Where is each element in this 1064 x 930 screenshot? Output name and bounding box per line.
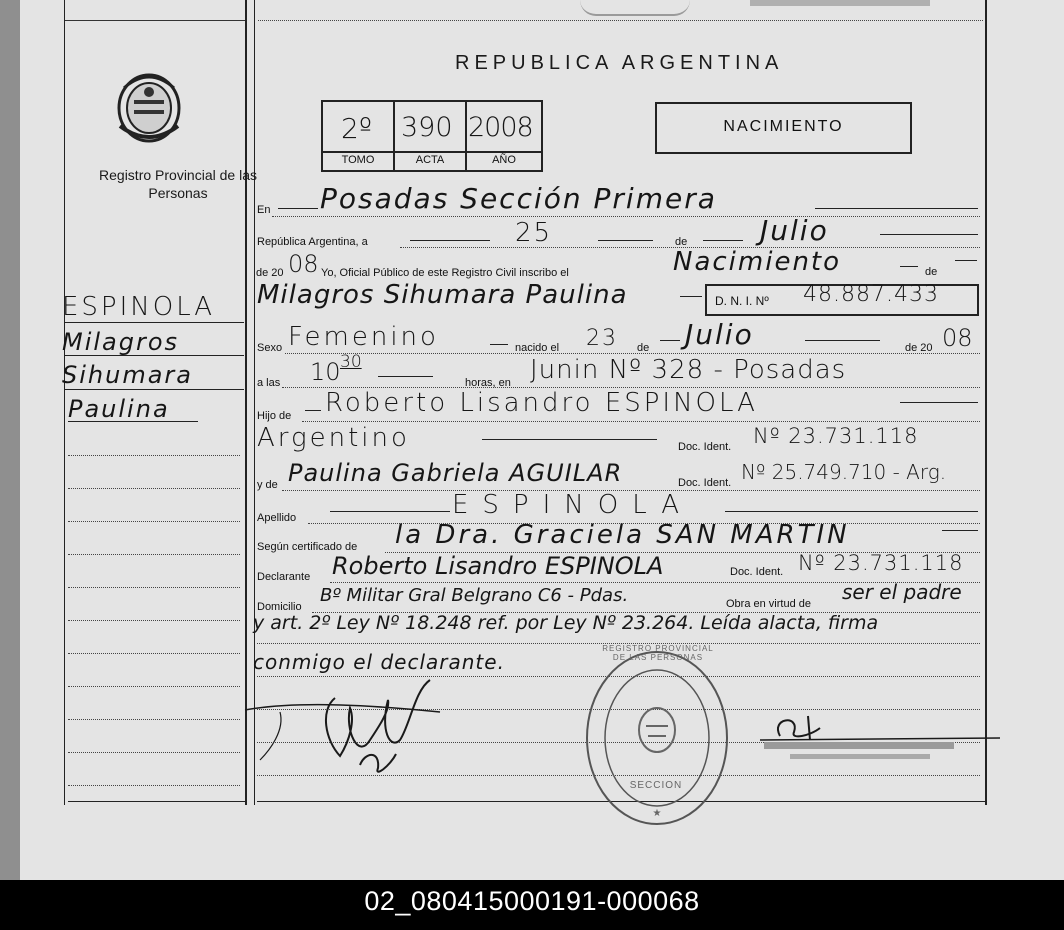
stamp-ring-text: REGISTRO PROVINCIAL DE LAS PERSONAS <box>602 644 714 662</box>
doc-label-2: Doc. Ident. <box>678 477 732 489</box>
father-nat-rule <box>482 439 657 440</box>
margin-dotline <box>68 488 240 489</box>
top-dotted-rule <box>258 20 983 21</box>
birth-month-rule-right <box>805 340 880 341</box>
place-value: Junin Nº 328 - Posadas <box>530 355 847 385</box>
month-rule-left <box>703 240 743 241</box>
top-rule-left <box>65 20 245 21</box>
row-dotline <box>272 216 980 217</box>
tomo-value: 2º <box>341 112 373 145</box>
yde-label: y de <box>257 479 278 491</box>
hijo-label: Hijo de <box>257 410 292 422</box>
birth-month-rule-left <box>660 340 680 341</box>
provincial-seal-icon <box>110 66 188 148</box>
margin-dotline <box>68 752 240 753</box>
apellido-label: Apellido <box>257 512 297 524</box>
declarante-label: Declarante <box>257 571 311 583</box>
margin-given-1: Milagros <box>62 328 180 356</box>
day-rule-left <box>410 240 490 241</box>
declarante-value: Roberto Lisandro ESPINOLA <box>332 552 664 580</box>
outer-left-border <box>64 0 65 805</box>
office-name: Registro Provincial de las Personas <box>99 167 257 201</box>
father-nationality: Argentino <box>257 423 410 453</box>
father-rule-end <box>900 402 978 403</box>
margin-rule-1 <box>64 322 244 323</box>
en-rule <box>278 208 318 209</box>
birth-month: Julio <box>685 318 754 351</box>
document-page <box>20 0 1064 880</box>
year-prefix: de 20 <box>256 267 284 279</box>
official-stamp <box>582 640 732 825</box>
en-value: Posadas Sección Primera <box>320 182 717 215</box>
margin-rule-2 <box>64 355 244 356</box>
margin-rule-3 <box>64 389 244 390</box>
stamp-seal-icon <box>582 640 732 825</box>
republica-label: República Argentina, a <box>257 236 368 248</box>
doc-label-1: Doc. Ident. <box>678 441 732 453</box>
month-rule-right <box>880 234 978 235</box>
certificado-label: Según certificado de <box>257 541 358 553</box>
anio-label: AÑO <box>492 154 516 166</box>
birth-year-suffix: 08 <box>942 324 973 352</box>
obra-label: Obra en virtud de <box>726 598 811 610</box>
dni-value: 48.887.433 <box>803 282 939 307</box>
birth-day: 23 <box>586 326 618 351</box>
acta-table-row-divider <box>323 151 541 153</box>
birth-year-prefix: de 20 <box>905 342 933 354</box>
margin-dotline <box>68 686 240 687</box>
declarante-doc: Nº 23.731.118 <box>798 551 964 575</box>
anio-value: 2008 <box>468 112 533 143</box>
de-label-1: de <box>675 236 688 248</box>
margin-dotline <box>68 587 240 588</box>
doc-label-3: Doc. Ident. <box>730 566 784 578</box>
stamp-bottom-text: SECCION <box>629 780 683 791</box>
domicilio-value: Bº Militar Gral Belgrano C6 - Pdas. <box>320 585 629 606</box>
inscribo-rule <box>900 266 918 267</box>
margin-dotline <box>68 785 240 786</box>
continuation-line-2: conmigo el declarante. <box>253 650 505 674</box>
margin-surname: ESPINOLA <box>62 292 216 322</box>
de-label-2: de <box>925 266 938 278</box>
record-type-label: NACIMIENTO <box>723 118 844 135</box>
inscribo-rule-end <box>955 260 977 261</box>
official-signature-icon <box>750 710 1000 770</box>
acta-value: 390 <box>401 112 453 143</box>
sexo-value: Femenino <box>288 322 439 352</box>
declarant-signature-icon <box>240 670 450 780</box>
apellido-rule-right <box>725 511 978 512</box>
horas-label: horas, en <box>465 377 511 389</box>
en-rule-end <box>815 208 978 209</box>
continuation-line-1: y art. 2º Ley Nº 18.248 ref. por Ley Nº 23.264. Leída alacta, firma <box>253 612 879 634</box>
yo-text: Yo, Oficial Público de este Registro Civil inscribo el <box>321 267 569 279</box>
year-suffix: 08 <box>288 250 319 278</box>
right-page-border <box>985 0 987 805</box>
mother-doc: Nº 25.749.710 - Arg. <box>741 460 947 484</box>
certificado-value: la Dra. Graciela SAN MARTIN <box>395 520 850 550</box>
father-doc: Nº 23.731.118 <box>753 424 919 448</box>
certificado-rule-end <box>942 530 978 531</box>
minutes-value: 30 <box>340 352 362 372</box>
acta-table <box>321 100 543 172</box>
day-value: 25 <box>515 218 553 248</box>
domicilio-label: Domicilio <box>257 601 302 613</box>
margin-dotline <box>68 455 240 456</box>
sexo-label: Sexo <box>257 342 283 354</box>
inscribo-value: Nacimiento <box>673 247 842 277</box>
dni-box <box>705 284 979 316</box>
top-faded-bar <box>750 0 930 6</box>
acta-label: ACTA <box>415 154 445 166</box>
child-name-rule <box>680 296 702 297</box>
svg-text:★: ★ <box>652 808 662 819</box>
day-rule-right <box>598 240 653 241</box>
nacido-label: nacido el <box>515 342 560 354</box>
margin-given-2: Sihumara <box>62 361 193 389</box>
record-type-box <box>655 102 912 154</box>
sexo-rule <box>490 344 508 345</box>
month-value: Julio <box>760 214 829 247</box>
row-dotline <box>302 421 980 422</box>
hijo-rule <box>305 410 321 411</box>
apellido-value: ESPINOLA <box>452 490 694 520</box>
obra-value: ser el padre <box>842 580 962 604</box>
dni-label: D. N. I. Nº <box>715 294 769 308</box>
child-name: Milagros Sihumara Paulina <box>257 280 628 310</box>
de-label-3: de <box>637 342 650 354</box>
top-faded-remnant <box>580 0 690 16</box>
margin-dotline <box>68 719 240 720</box>
margin-dotline <box>68 554 240 555</box>
apellido-rule-left <box>330 511 450 512</box>
father-name: Roberto Lisandro ESPINOLA <box>325 388 758 418</box>
margin-bottom-rule <box>68 801 246 802</box>
mother-name: Paulina Gabriela AGUILAR <box>288 459 623 487</box>
margin-dotline <box>68 653 240 654</box>
margin-dotline <box>68 620 240 621</box>
hour-value: 10 <box>310 358 341 386</box>
document-title: REPUBLICA ARGENTINA <box>455 52 784 74</box>
tomo-label: TOMO <box>341 154 375 166</box>
row-dotline <box>285 353 980 354</box>
a-las-label: a las <box>257 377 281 389</box>
margin-dotline <box>68 521 240 522</box>
en-label: En <box>257 204 271 216</box>
margin-rule-4 <box>68 421 198 422</box>
margin-given-3: Paulina <box>68 395 170 423</box>
file-id-footer: 02_080415000191-000068 <box>0 880 1064 930</box>
hour-rule <box>378 376 433 377</box>
